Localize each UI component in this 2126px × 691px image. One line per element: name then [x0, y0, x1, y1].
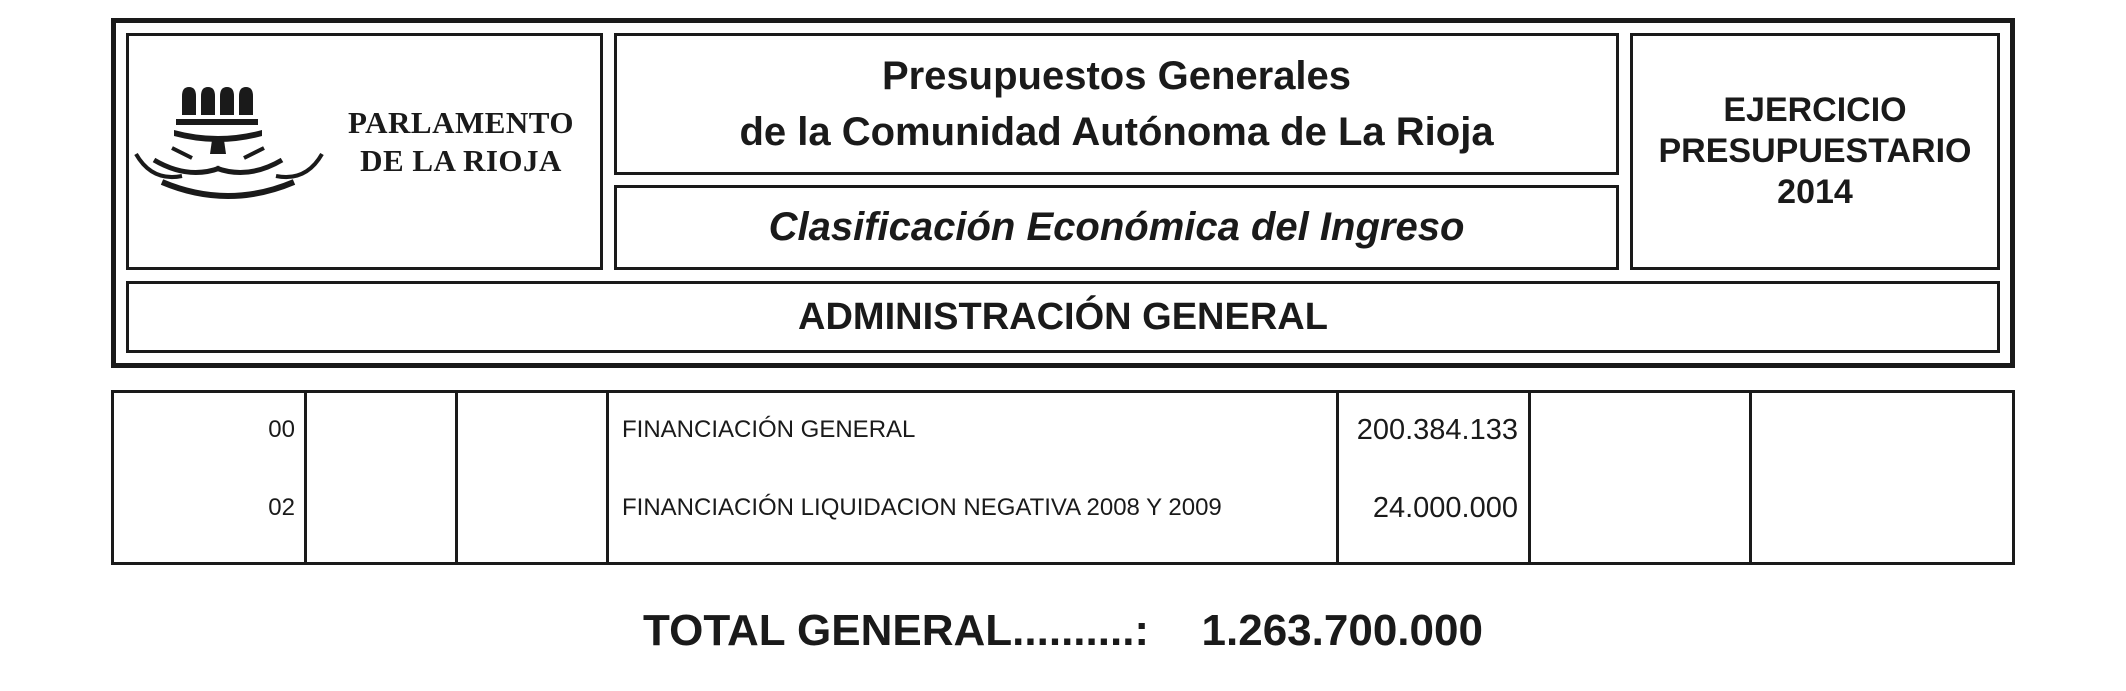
- parliament-seal-icon: [132, 82, 328, 207]
- total-value: 1.263.700.000: [1201, 606, 1483, 655]
- column-divider: [304, 390, 307, 565]
- section-title: ADMINISTRACIÓN GENERAL: [798, 295, 1328, 338]
- document-title: [739, 48, 1493, 160]
- section-box: [126, 281, 2000, 353]
- fiscal-year-box: [1630, 33, 2000, 270]
- row-description: FINANCIACIÓN LIQUIDACION NEGATIVA 2008 Y 2009: [622, 494, 1222, 521]
- total-label: TOTAL GENERAL..........:: [643, 606, 1150, 655]
- institution-name-line2: DE LA RIOJA: [360, 143, 562, 178]
- grand-total: [0, 606, 2126, 656]
- column-divider: [1528, 390, 1531, 565]
- year-line2: PRESUPUESTARIO: [1658, 132, 1972, 170]
- title-box: [614, 33, 1619, 175]
- document-subtitle: Clasificación Económica del Ingreso: [768, 205, 1465, 249]
- fiscal-year: [1659, 90, 1972, 213]
- column-divider: [1336, 390, 1339, 565]
- row-code: 02: [268, 494, 295, 521]
- row-amount: 24.000.000: [1372, 492, 1518, 524]
- row-amount: 200.384.133: [1356, 414, 1518, 446]
- institution-name-line1: PARLAMENTO: [347, 105, 575, 140]
- year-line3: 2014: [1777, 173, 1853, 211]
- year-line1: EJERCICIO: [1723, 91, 1907, 129]
- column-divider: [1749, 390, 1752, 565]
- row-code: 00: [268, 416, 295, 443]
- column-divider: [455, 390, 458, 565]
- title-line2: de la Comunidad Autónoma de La Rioja: [739, 110, 1494, 154]
- title-line1: Presupuestos Generales: [881, 54, 1352, 98]
- income-table: [111, 390, 2015, 565]
- subtitle-box: [614, 185, 1619, 270]
- row-description: FINANCIACIÓN GENERAL: [622, 416, 916, 443]
- column-divider: [606, 390, 609, 565]
- institution-name: [330, 104, 592, 180]
